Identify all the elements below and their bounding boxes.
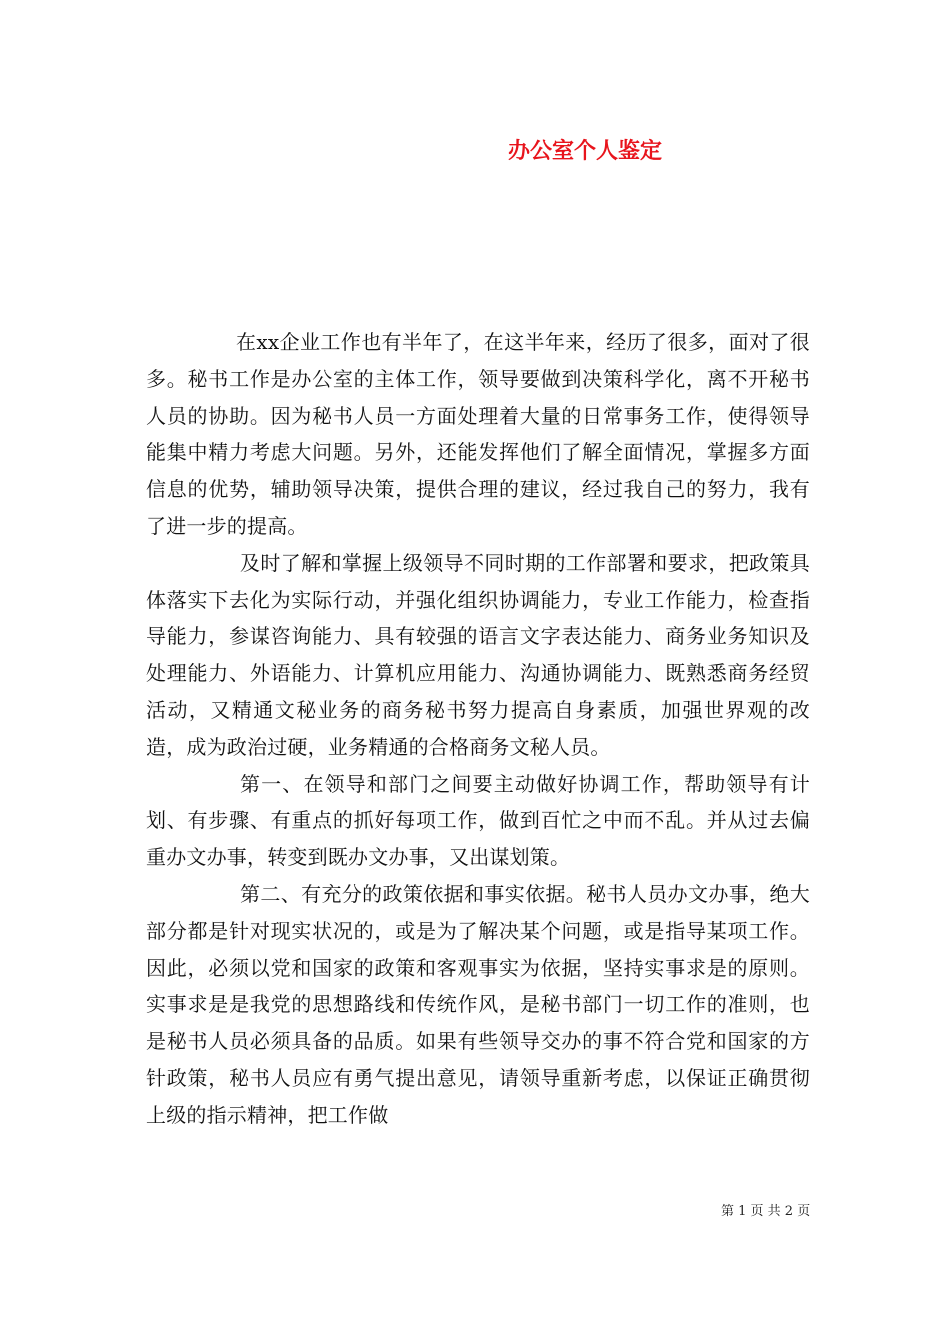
paragraph-intro: 在xx企业工作也有半年了，在这半年来，经历了很多，面对了很多。秘书工作是办公室的主体工作，领导要做到决策科学化，离不开秘书人员的协助。因为秘书人员一方面处理着大量的日常事务工作，使得领导能集中精力考虑大问题。另外，还能发挥他们了解全面情况，掌握多方面信息的优势，辅助领导决策，提供合理的建议，经过我自己的努力，我有了进一步的提高。	[146, 330, 810, 538]
paragraph-abilities: 及时了解和掌握上级领导不同时期的工作部署和要求，把政策具体落实下去化为实际行动，并强化组织协调能力，专业工作能力，检查指导能力，参谋咨询能力、具有较强的语言文字表达能力、商务业务知识及处理能力、外语能力、计算机应用能力、沟通协调能力、既熟悉商务经贸活动，又精通文秘业务的商务秘书努力提高自身素质，加强世界观的改造，成为政治过硬，业务精通的合格商务文秘人员。	[146, 550, 810, 759]
page-number-footer: 第 1 页 共 2 页	[721, 1204, 811, 1219]
document-title: 办公室个人鉴定	[508, 138, 663, 164]
paragraph-point-two: 第二、有充分的政策依据和事实依据。秘书人员办文办事，绝大部分都是针对现实状况的，或是为了解决某个问题，或是指导某项工作。因此，必须以党和国家的政策和客观事实为依据，坚持实事求是的原则。实事求是是我党的思想路线和传统作风，是秘书部门一切工作的准则，也是秘书人员必须具备的品质。如果有些领导交办的事不符合党和国家的方针政策，秘书人员应有勇气提出意见，请领导重新考虑，以保证正确贯彻上级的指示精神，把工作做	[146, 881, 810, 1127]
document-body	[146, 324, 810, 1134]
paragraph-point-one: 第一、在领导和部门之间要主动做好协调工作，帮助领导有计划、有步骤、有重点的抓好每项工作，做到百忙之中而不乱。并从过去偏重办文办事，转变到既办文办事，又出谋划策。	[146, 771, 810, 870]
